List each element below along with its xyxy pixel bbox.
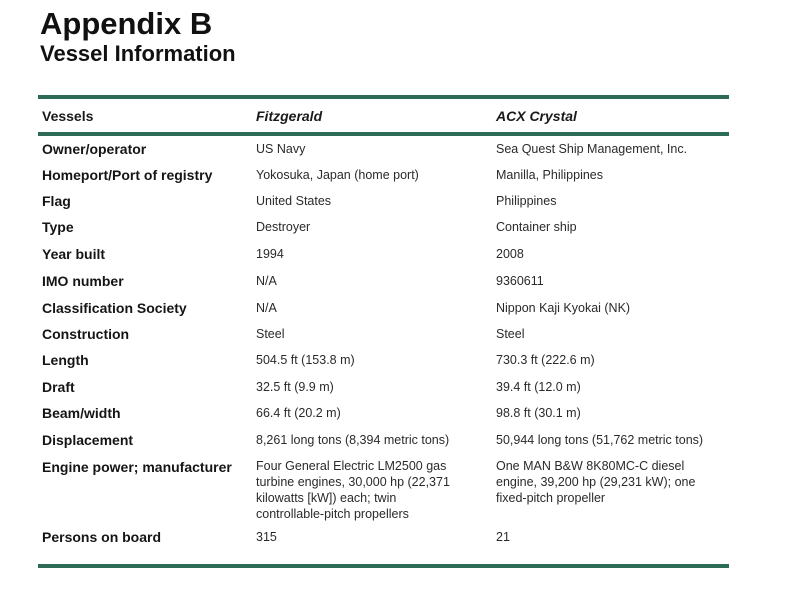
cell-fitzgerald: US Navy — [256, 142, 306, 156]
row-label: Construction — [42, 326, 130, 342]
row-label: Displacement — [42, 432, 134, 448]
cell-acx-crystal: 98.8 ft (30.1 m) — [496, 406, 581, 420]
cell-acx-crystal: Philippines — [496, 194, 557, 208]
cell-acx-crystal: 39.4 ft (12.0 m) — [496, 380, 581, 394]
row-label: Classification Society — [42, 300, 187, 316]
cell-fitzgerald: 315 — [256, 530, 277, 544]
cell-acx-crystal: 50,944 long tons (51,762 metric tons) — [496, 433, 704, 447]
row-label: Type — [42, 219, 74, 235]
row-label: Engine power; manufacturer — [42, 459, 232, 475]
cell-acx-crystal: Steel — [496, 327, 525, 341]
cell-acx-crystal: 730.3 ft (222.6 m) — [496, 353, 595, 367]
cell-acx-crystal: 2008 — [496, 247, 524, 261]
cell-fitzgerald: United States — [256, 194, 332, 208]
cell-fitzgerald: N/A — [256, 274, 277, 288]
cell-acx-crystal: One MAN B&W 8K80MC-C diesel engine, 39,200 hp (29,231 kW); one fixed-pitch propeller — [496, 459, 696, 505]
table-bottom-rule — [38, 564, 729, 568]
cell-fitzgerald: Destroyer — [256, 220, 311, 234]
row-label: Owner/operator — [42, 141, 147, 157]
row-label: Flag — [42, 193, 71, 209]
row-label: Beam/width — [42, 405, 121, 421]
cell-acx-crystal: Manilla, Philippines — [496, 168, 604, 182]
page-title: Appendix B — [40, 6, 213, 41]
header-vessel-fitzgerald: Fitzgerald — [256, 108, 323, 124]
cell-fitzgerald: 504.5 ft (153.8 m) — [256, 353, 355, 367]
cell-acx-crystal: Container ship — [496, 220, 577, 234]
cell-fitzgerald: 32.5 ft (9.9 m) — [256, 380, 334, 394]
row-label: Length — [42, 352, 89, 368]
row-label: IMO number — [42, 273, 124, 289]
row-label: Persons on board — [42, 529, 162, 545]
header-vessels: Vessels — [42, 108, 94, 124]
cell-acx-crystal: 9360611 — [496, 274, 544, 288]
cell-fitzgerald: Four General Electric LM2500 gas turbine engines, 30,000 hp (22,371 kilowatts [kW]) each; twin controllable-pitch propellers — [256, 459, 450, 521]
cell-fitzgerald: Steel — [256, 327, 285, 341]
page-subtitle: Vessel Information — [40, 41, 236, 66]
cell-acx-crystal: Nippon Kaji Kyokai (NK) — [496, 301, 631, 315]
table-header-row — [0, 106, 800, 128]
table-header-rule — [38, 132, 729, 136]
table-top-rule — [38, 95, 729, 99]
cell-fitzgerald: 8,261 long tons (8,394 metric tons) — [256, 433, 450, 447]
cell-fitzgerald: 66.4 ft (20.2 m) — [256, 406, 341, 420]
row-label: Homeport/Port of registry — [42, 167, 213, 183]
row-label: Draft — [42, 379, 75, 395]
cell-fitzgerald: N/A — [256, 301, 277, 315]
cell-fitzgerald: 1994 — [256, 247, 284, 261]
cell-fitzgerald: Yokosuka, Japan (home port) — [256, 168, 419, 182]
row-label: Year built — [42, 246, 106, 262]
cell-acx-crystal: Sea Quest Ship Management, Inc. — [496, 142, 688, 156]
header-vessel-acx-crystal: ACX Crystal — [496, 108, 577, 124]
cell-acx-crystal: 21 — [496, 530, 510, 544]
